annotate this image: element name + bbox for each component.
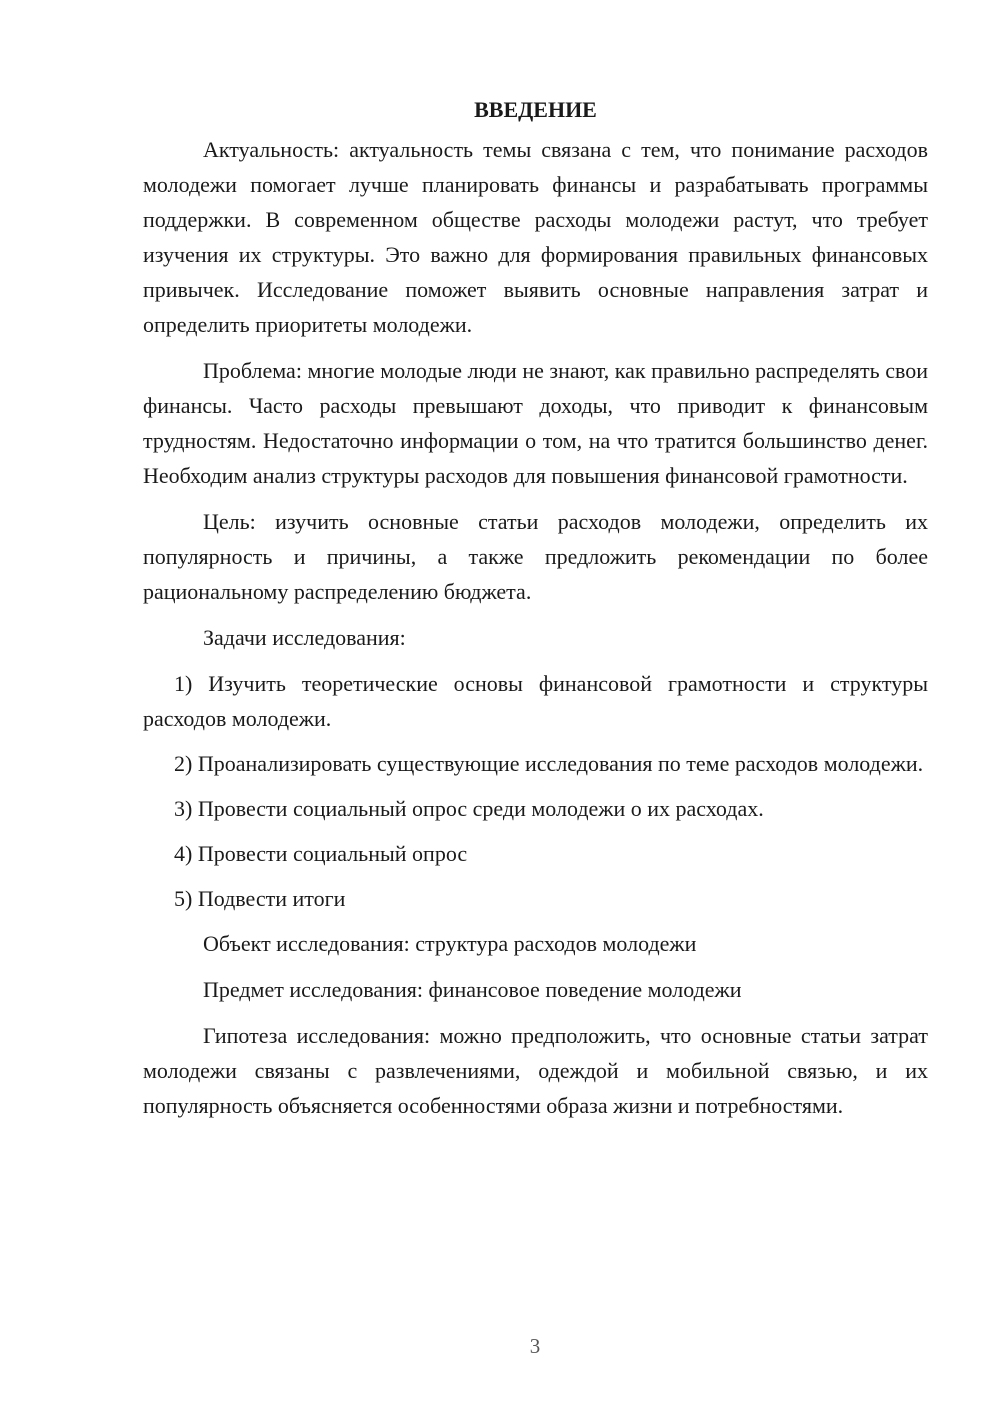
page-number: 3: [529, 1334, 541, 1358]
section-title: ВВЕДЕНИЕ: [474, 97, 597, 122]
paragraph-object: Объект исследования: структура расходов молодежи: [203, 931, 697, 956]
paragraph-subject: Предмет исследования: финансовое поведение молодежи: [203, 977, 742, 1002]
task-item-4: 4) Провести социальный опрос: [174, 841, 468, 866]
paragraph-problem: Проблема: многие молодые люди не знают, как правильно распределять свои финансы. Часто расходы превышают доходы, что приводит к финансовым трудностям. Недостаточно информации о том, на что тратится большинство денег. Необходим анализ структуры расходов для повышения финансовой грамотности.: [143, 358, 928, 488]
paragraph-relevance: Актуальность: актуальность темы связана с тем, что понимание расходов молодежи помогает лучше планировать финансы и разрабатывать программы поддержки. В современном обществе расходы молодежи растут, что требует изучения их структуры. Это важно для формирования правильных финансовых привычек. Исследование поможет выявить основные направления затрат и определить приоритеты молодежи.: [143, 137, 928, 337]
task-item-2: 2) Проанализировать существующие исследования по теме расходов молодежи.: [174, 751, 924, 776]
paragraph-goal: Цель: изучить основные статьи расходов молодежи, определить их популярность и причины, а также предложить рекомендации по более рациональному распределению бюджета.: [143, 509, 928, 604]
paragraph-tasks-heading: Задачи исследования:: [203, 625, 406, 650]
task-item-1: 1) Изучить теоретические основы финансовой грамотности и структуры расходов молодежи.: [143, 671, 928, 731]
paragraph-hypothesis: Гипотеза исследования: можно предположить, что основные статьи затрат молодежи связаны с развлечениями, одеждой и мобильной связью, и их популярность объясняется особенностями образа жизни и потребностями.: [143, 1023, 928, 1118]
document-page: [143, 92, 928, 1134]
task-item-5: 5) Подвести итоги: [174, 886, 346, 911]
task-item-3: 3) Провести социальный опрос среди молодежи о их расходах.: [174, 796, 764, 821]
